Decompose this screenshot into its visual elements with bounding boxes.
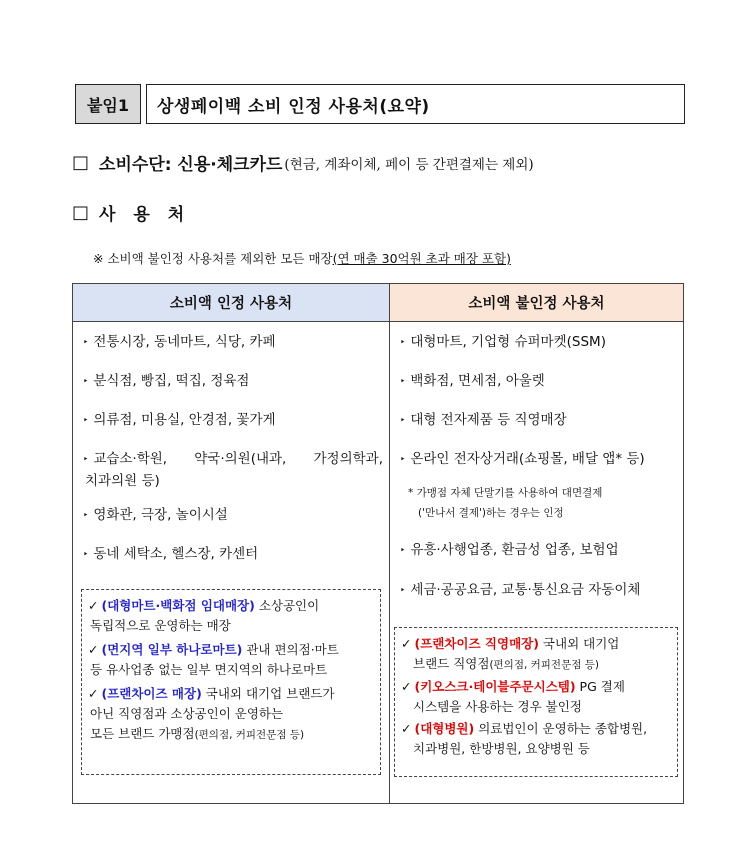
payment-method-label: 소비수단: 신용·체크카드 [99, 155, 283, 175]
venue-label: 사 용 처 [99, 205, 191, 225]
ineligible-header: 소비액 불인정 사용처 [390, 284, 683, 322]
checkbox-square-icon: □ [72, 202, 90, 223]
list-item: ‣ 전통시장, 동네마트, 식당, 카페 [83, 332, 276, 354]
list-item: ‣ 백화점, 면세점, 아울렛 [400, 371, 545, 393]
list-item: ‣ 대형 전자제품 등 직영매장 [400, 410, 567, 432]
bullet-icon: ‣ [83, 338, 89, 348]
list-item: ‣ 동네 세탁소, 헬스장, 카센터 [83, 544, 258, 566]
eligible-column [73, 284, 390, 803]
check-icon: ✓ [88, 598, 99, 613]
venue-remark [93, 249, 511, 267]
exception-item: ✓ (대형병원) 의료법인이 운영하는 종합병원, [401, 719, 671, 739]
bullet-icon: ‣ [83, 511, 89, 521]
check-icon: ✓ [401, 721, 412, 736]
page-title: 상생페이백 소비 인정 사용처(요약) [146, 84, 685, 124]
bullet-icon: ‣ [400, 338, 406, 348]
eligible-exceptions-box: ✓ (대형마트·백화점 임대매장) 소상공인이 독립적으로 운영하는 매장 ✓ (면지역 일부 하나로마트) 관내 편의점·마트 등 유사업종 없는 일부 면지역의 하나로마트 ✓ (프랜차이즈 매장) 국내외 대기업 브랜드가 아닌 직영점과 소상공인이 운영하는 모든 브랜드 가맹점(편의점, 커피전문점 등) [81, 589, 381, 775]
bullet-icon: ‣ [83, 455, 89, 465]
payment-method-note: (현금, 계좌이체, 페이 등 간편결제는 제외) [284, 156, 534, 173]
check-icon: ✓ [88, 686, 99, 701]
ineligible-exceptions-box: ✓ (프랜차이즈 직영매장) 국내외 대기업 브랜드 직영점(편의점, 커피전문점 등) ✓ (키오스크·테이블주문시스템) PG 결제 시스템을 사용하는 경우 불인정 ✓ (대형병원) 의료법인이 운영하는 종합병원, 치과병원, 한방병원, 요양병원 등 [394, 627, 678, 777]
exception-item: ✓ (키오스크·테이블주문시스템) PG 결제 [401, 677, 671, 697]
list-item: ‣ 교습소·학원, 약국·의원(내과, 가정의학과, [83, 449, 383, 471]
exception-continuation: 모든 브랜드 가맹점(편의점, 커피전문점 등) [90, 726, 305, 741]
title-bar [75, 84, 685, 124]
bullet-icon: ‣ [83, 416, 89, 426]
check-icon: ✓ [401, 636, 412, 651]
venue-heading [72, 200, 190, 225]
remark-underlined: (연 매출 30억원 초과 매장 포함) [332, 251, 511, 266]
list-item: ‣ 분식점, 빵집, 떡집, 정육점 [83, 371, 249, 393]
bullet-icon: ‣ [400, 546, 406, 556]
attachment-tag: 붙임1 [75, 84, 141, 124]
bullet-icon: ‣ [83, 377, 89, 387]
checkbox-square-icon: □ [72, 152, 90, 173]
ineligible-column [390, 284, 683, 803]
exception-item: ✓ (프랜차이즈 매장) 국내외 대기업 브랜드가 [88, 684, 374, 704]
list-item-continuation: 치과의원 등) [85, 473, 160, 489]
sub-note: ('만나서 결제')하는 경우는 인정 [418, 507, 564, 519]
bullet-icon: ‣ [83, 550, 89, 560]
list-item: ‣ 온라인 전자상거래(쇼핑몰, 배달 앱* 등) [400, 449, 645, 471]
check-icon: ✓ [401, 679, 412, 694]
list-item: ‣ 의류점, 미용실, 안경점, 꽃가게 [83, 410, 276, 432]
remark-prefix: ※ 소비액 불인정 사용처를 제외한 모든 매장 [93, 251, 333, 266]
exception-item: ✓ (대형마트·백화점 임대매장) 소상공인이 [88, 596, 374, 616]
exception-continuation: 브랜드 직영점(편의점, 커피전문점 등) [413, 656, 599, 671]
bullet-icon: ‣ [400, 455, 406, 465]
bullet-icon: ‣ [400, 586, 406, 596]
exception-item: ✓ (면지역 일부 하나로마트) 관내 편의점·마트 [88, 640, 374, 660]
list-item: ‣ 대형마트, 기업형 슈퍼마켓(SSM) [400, 332, 606, 354]
list-item: ‣ 영화관, 극장, 놀이시설 [83, 505, 228, 527]
exception-item: ✓ (프랜차이즈 직영매장) 국내외 대기업 [401, 634, 671, 654]
venue-table [72, 283, 684, 804]
check-icon: ✓ [88, 642, 99, 657]
sub-note: * 가맹점 자체 단말기를 사용하여 대면결제 [408, 487, 603, 499]
payment-method-heading [72, 150, 534, 175]
bullet-icon: ‣ [400, 377, 406, 387]
bullet-icon: ‣ [400, 416, 406, 426]
list-item: ‣ 유흥·사행업종, 환금성 업종, 보험업 [400, 540, 619, 562]
list-item: ‣ 세금·공공요금, 교통·통신요금 자동이체 [400, 580, 640, 602]
eligible-header: 소비액 인정 사용처 [73, 284, 389, 322]
